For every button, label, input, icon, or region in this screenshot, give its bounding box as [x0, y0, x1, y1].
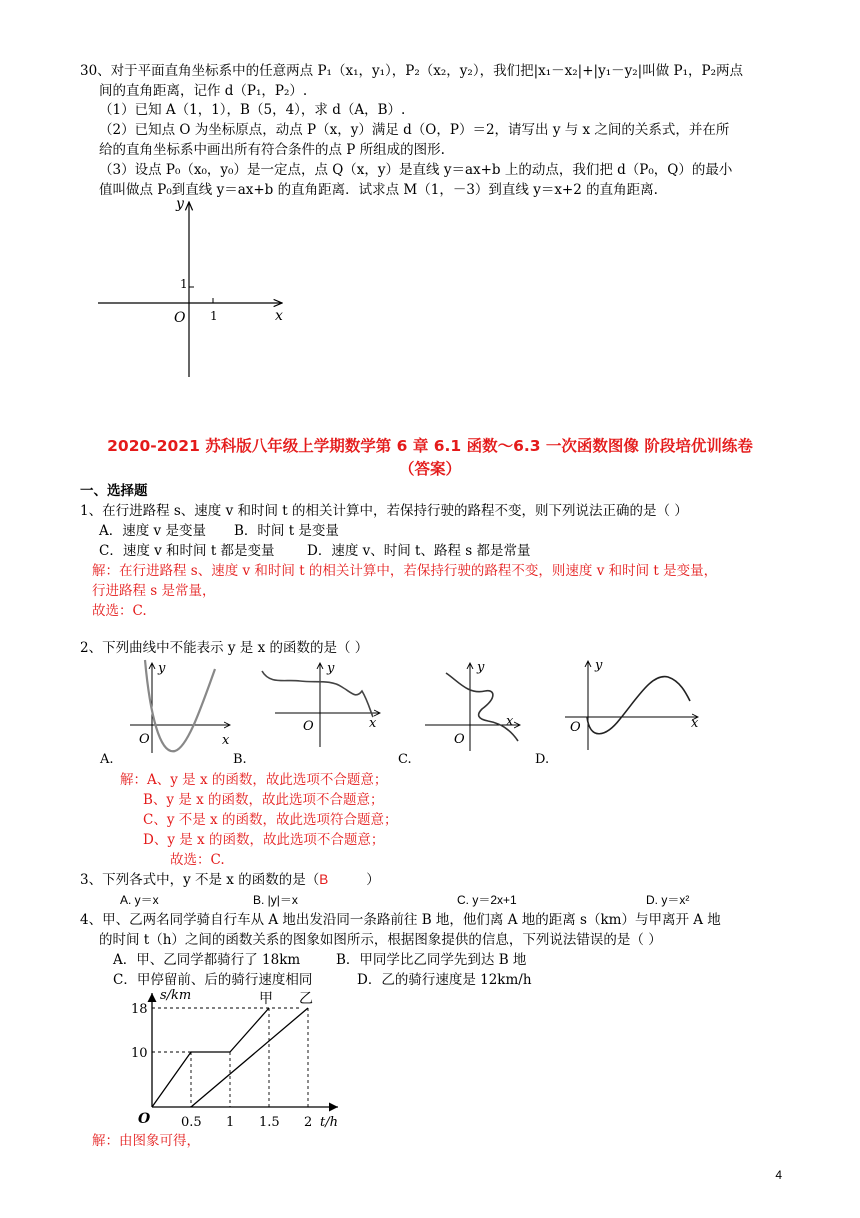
q30-line-1: 30、对于平面直角坐标系中的任意两点 P₁（x₁，y₁），P₂（x₂，y₂），我们把|x₁－x₂|+|y₁－y₂|叫做 P₁，P₂两点 — [80, 63, 744, 79]
q3-stem — [80, 871, 380, 889]
q4-origin: O — [138, 1111, 151, 1127]
q2-a-y-label: y — [158, 661, 166, 676]
q2-d-y-label: y — [595, 658, 603, 673]
q2-c-origin: O — [454, 732, 465, 747]
q30-x-label: x — [275, 308, 283, 324]
q1-option-a: A．速度 v 是变量 — [99, 523, 206, 539]
q30-line-2: 间的直角距离，记作 d（P₁，P₂）. — [99, 83, 308, 99]
q3-stem-close: ） — [366, 872, 380, 888]
q30-y-label: y — [176, 196, 184, 212]
q2-b-y-label: y — [327, 661, 335, 676]
q4-ytick-18: 18 — [131, 1002, 148, 1017]
q3-option-a: A. y＝x — [120, 893, 159, 907]
q2-solution-4: D、y 是 x 的函数，故此选项不合题意； — [143, 832, 385, 848]
q2-graph-d — [535, 658, 699, 767]
q3-option-c: C. y＝2x+1 — [457, 893, 517, 907]
q30-part-1: （1）已知 A（1，1），B（5，4），求 d（A，B）. — [99, 102, 406, 118]
q30-part-2: （2）已知点 O 为坐标原点，动点 P（x，y）满足 d（O，P）＝2，请写出 y 与 x 之间的关系式，并在所 — [99, 122, 730, 138]
q4-option-a: A．甲、乙同学都骑行了 18km — [113, 952, 301, 968]
q30-part-3-cont: 值叫做点 P₀到直线 y＝ax+b 的直角距离．试求点 M（1，－3）到直线 y＝x+2 的直角距离. — [99, 182, 658, 198]
q4-line-jia — [152, 1008, 269, 1107]
q2-a-origin: O — [139, 732, 150, 747]
q2-label-a: A. — [100, 752, 114, 767]
q2-d-x-label: x — [691, 716, 699, 731]
q4-solution-1: 解：由图象可得， — [92, 1133, 200, 1149]
q4-option-c: C．甲停留前、后的骑行速度相同 — [113, 972, 313, 988]
q1-option-c: C．速度 v 和时间 t 都是变量 — [99, 543, 275, 559]
section-heading: 一、选择题 — [80, 483, 148, 498]
q4-xtick-1: 1 — [226, 1115, 235, 1130]
q1-option-b: B．时间 t 是变量 — [234, 523, 339, 539]
q2-curve-c — [446, 673, 518, 741]
q2-graph-c — [398, 660, 520, 767]
page-number: 4 — [775, 1168, 782, 1182]
q4-option-d: D．乙的骑行速度是 12km/h — [357, 972, 532, 988]
q4-x-label: t/h — [320, 1115, 338, 1130]
q30-part-3: （3）设点 P₀（x₀，y₀）是一定点，点 Q（x，y）是直线 y＝ax+b 上的动点，我们把 d（P₀，Q）的最小 — [99, 162, 733, 178]
q4-option-b: B．甲同学比乙同学先到达 B 地 — [336, 952, 527, 968]
q2-graph-a — [99, 660, 230, 767]
q4-label-jia: 甲 — [259, 991, 273, 1007]
q2-graph-options — [90, 655, 710, 770]
answer-title: 2020-2021 苏科版八年级上学期数学第 6 章 6.1 函数～6.3 一次函数图像 阶段培优训练卷 — [107, 437, 753, 455]
q2-curve-b — [262, 671, 373, 717]
q30-part-2-cont: 给的直角坐标系中画出所有符合条件的点 P 所组成的图形. — [99, 142, 445, 158]
q2-label-b: B. — [233, 752, 247, 767]
q2-curve-a — [145, 660, 215, 751]
q4-line-2: 的时间 t（h）之间的函数关系的图象如图所示，根据图象提供的信息，下列说法错误的是（ ） — [99, 932, 662, 948]
q3-option-b: B. |y|＝x — [253, 893, 298, 907]
q4-line-yi — [191, 1008, 308, 1107]
q3-answer: B — [319, 872, 329, 887]
q2-label-d: D. — [535, 752, 550, 767]
q2-a-x-label: x — [222, 733, 230, 748]
q30-y-one: 1 — [180, 277, 188, 291]
q1-solution-3: 故选：C. — [92, 603, 147, 619]
q1-stem: 1、在行进路程 s、速度 v 和时间 t 的相关计算中，若保持行驶的路程不变，则下列说法正确的是（ ） — [80, 503, 688, 519]
q4-ytick-10: 10 — [131, 1046, 148, 1061]
q2-d-origin: O — [570, 720, 581, 735]
q2-b-origin: O — [303, 719, 314, 734]
q2-stem: 2、下列曲线中不能表示 y 是 x 的函数的是（ ） — [80, 640, 369, 656]
q4-label-yi: 乙 — [299, 991, 313, 1007]
q30-origin-label: O — [174, 310, 186, 326]
q3-stem-text: 3、下列各式中，y 不是 x 的函数的是（ — [80, 872, 320, 888]
q2-c-x-label: x — [506, 714, 514, 729]
q2-curve-d — [587, 677, 690, 734]
q3-option-d: D. y＝x² — [646, 893, 690, 907]
q2-label-c: C. — [398, 752, 412, 767]
q4-xtick-2: 2 — [304, 1115, 313, 1130]
q1-solution-1: 解：在行进路程 s、速度 v 和时间 t 的相关计算中，若保持行驶的路程不变，则速度 v 和时间 t 是变量， — [92, 563, 718, 579]
q4-xtick-15: 1.5 — [259, 1115, 280, 1130]
q1-solution-2: 行进路程 s 是常量， — [92, 583, 216, 599]
q30-x-one: 1 — [210, 309, 218, 323]
q4-line-1: 4、甲、乙两名同学骑自行车从 A 地出发沿同一条路前往 B 地，他们离 A 地的距离 s（km）与甲离开 A 地 — [80, 912, 721, 928]
q2-solution-3: C、y 不是 x 的函数，故此选项符合题意； — [143, 812, 398, 828]
q1-option-d: D．速度 v、时间 t、路程 s 都是常量 — [307, 543, 531, 559]
q2-solution-2: B、y 是 x 的函数，故此选项不合题意； — [143, 792, 384, 808]
q2-solution-1: 解：A、y 是 x 的函数，故此选项不合题意； — [120, 772, 388, 788]
q2-solution-5: 故选：C. — [170, 852, 225, 868]
q4-y-label: s/km — [160, 988, 192, 1003]
q4-distance-time-graph — [118, 985, 348, 1133]
q2-graph-b — [233, 661, 380, 767]
q2-b-x-label: x — [369, 716, 377, 731]
q2-c-y-label: y — [477, 660, 485, 675]
answer-title-sub: （答案） — [398, 460, 461, 478]
q30-coordinate-axes — [92, 192, 302, 382]
q4-xtick-05: 0.5 — [181, 1115, 202, 1130]
